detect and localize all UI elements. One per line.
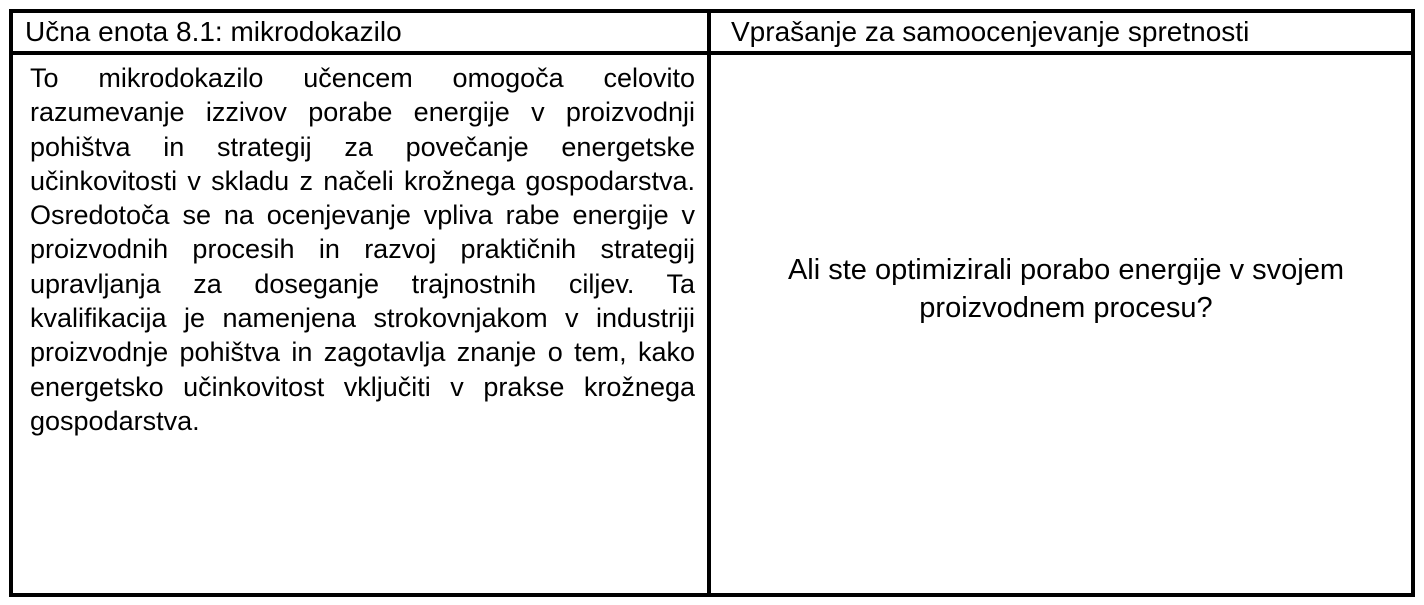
micro-credential-description: To mikrodokazilo učencem omogoča celovito razumevanje izzivov porabe energije v proizvodnji pohištva in strategij za povečanje energetske učinkovitosti v skladu z načeli krožnega gospodarstva. Osredotoča se na ocenjevanje vpliva rabe energije v proizvodnih procesih in razvoj praktičnih strategij upravljanja za doseganje trajnostnih ciljev. Ta kvalifikacija je namenjena strokovnjakom v industriji proizvodnje pohištva in zagotavlja znanje o tem, kako energetsko učinkovitost vključiti v prakse krožnega gospodarstva.: [30, 63, 695, 436]
question-header: Vprašanje za samoocenjevanje spretnosti: [711, 13, 1411, 55]
self-assessment-question: Ali ste optimizirali porabo energije v svojem proizvodnem procesu?: [787, 254, 1345, 324]
question-cell: [711, 55, 1411, 593]
description-cell: [13, 55, 711, 593]
self-assessment-table: [9, 9, 1415, 597]
unit-header: Učna enota 8.1: mikrodokazilo: [13, 13, 711, 55]
